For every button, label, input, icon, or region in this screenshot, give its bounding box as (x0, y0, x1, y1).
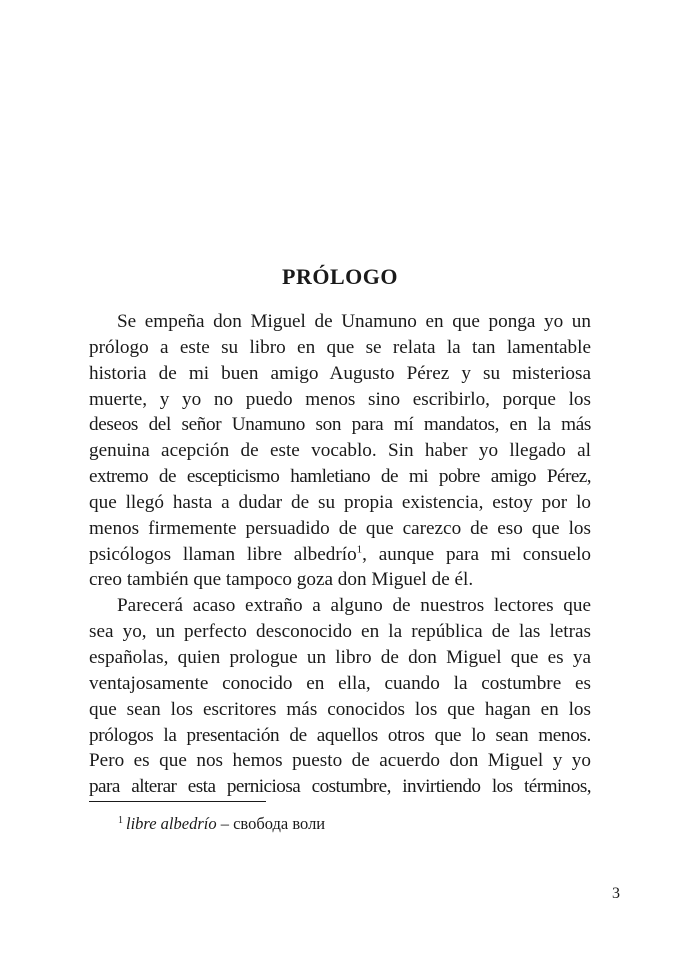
text-line: que llegó hasta a dudar de su propia existencia, estoy por lo (89, 491, 591, 513)
text-line: historia de mi buen amigo Augusto Pérez y su misteriosa (89, 362, 591, 384)
footnote-reference[interactable]: 1 (356, 543, 363, 556)
text-line-with-footnote-ref (89, 542, 591, 568)
text-line: ventajosamente conocido en ella, cuando la costumbre es (89, 672, 591, 694)
footnote-marker: 1 (118, 814, 123, 826)
text-line: Pero es que nos hemos puesto de acuerdo don Miguel y yo (89, 750, 591, 772)
text-line: que sean los escritores más conocidos los que hagan en los (89, 698, 591, 720)
footnote-translation: свобода воли (233, 814, 326, 833)
text-segment: , aunque para mi consuelo (362, 543, 591, 565)
text-line: muerte, y yo no puedo menos sino escribirlo, porque los (89, 388, 591, 410)
text-line: deseos del señor Unamuno son para mí mandatos, en la más (89, 414, 591, 436)
body-text (89, 309, 591, 800)
text-line: españolas, quien prologue un libro de don Miguel que es ya (89, 646, 591, 668)
text-line: Parecerá acaso extraño a alguno de nuestros lectores que (117, 595, 591, 617)
text-line: para alterar esta perniciosa costumbre, invirtiendo los términos, (89, 776, 591, 798)
text-line: menos firmemente persuadido de que carezco de eso que los (89, 517, 591, 539)
footnote (118, 813, 325, 835)
text-line: sea yo, un perfecto desconocido en la república de las letras (89, 621, 591, 643)
text-line: prólogos la presentación de aquellos otros que lo sean menos. (89, 724, 591, 746)
text-line: extremo de escepticismo hamletiano de mi pobre amigo Pérez, (89, 466, 591, 488)
chapter-title: PRÓLOGO (282, 264, 398, 289)
text-line: prólogo a este su libro en que se relata la tan lamentable (89, 336, 591, 358)
text-line: Se empeña don Miguel de Unamuno en que ponga yo un (117, 311, 591, 332)
footnote-separator: – (216, 814, 234, 833)
text-segment: psicólogos llaman libre albedrío (89, 543, 357, 565)
footnote-term: libre albedrío (126, 814, 217, 833)
text-line: genuina acepción de este vocablo. Sin haber yo llegado al (89, 440, 591, 462)
text-line: creo también que tampoco goza don Miguel de él. (89, 569, 474, 591)
footnote-divider (89, 801, 266, 802)
page-number: 3 (612, 885, 620, 902)
